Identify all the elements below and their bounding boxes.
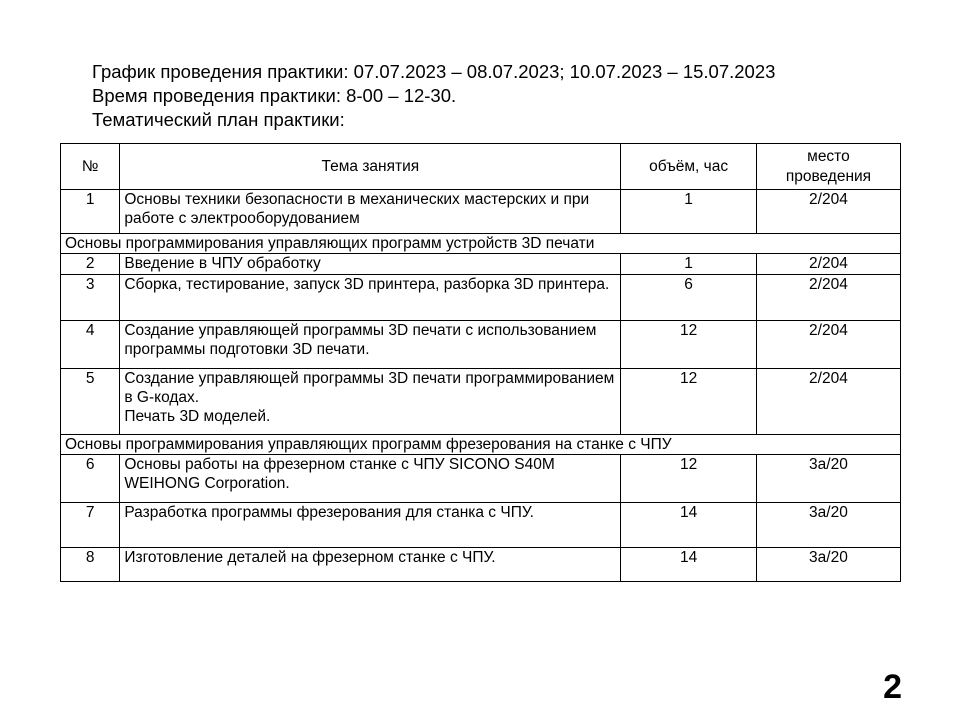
plan-title: Тематический план практики: xyxy=(92,109,345,130)
table-row xyxy=(61,369,901,435)
row-topic: Введение в ЧПУ обработку xyxy=(120,254,621,275)
section-heading: Основы программирования управляющих программ фрезерования на станке с ЧПУ xyxy=(61,435,901,455)
row-number: 8 xyxy=(61,548,120,582)
section-row xyxy=(61,435,901,455)
column-header-number: № xyxy=(61,144,120,190)
row-place: 2/204 xyxy=(756,275,900,321)
row-number: 5 xyxy=(61,369,120,435)
row-topic: Создание управляющей программы 3D печати с использованием программы подготовки 3D печати. xyxy=(120,321,621,369)
row-topic: Изготовление деталей на фрезерном станке с ЧПУ. xyxy=(120,548,621,582)
row-number: 2 xyxy=(61,254,120,275)
section-heading: Основы программирования управляющих программ устройств 3D печати xyxy=(61,234,901,254)
row-topic: Основы работы на фрезерном станке с ЧПУ SICONO S40M WEIHONG Corporation. xyxy=(120,455,621,503)
row-place: 2/204 xyxy=(756,369,900,435)
row-place: 3а/20 xyxy=(756,455,900,503)
row-hours: 14 xyxy=(621,503,757,548)
row-place: 2/204 xyxy=(756,254,900,275)
row-topic: Создание управляющей программы 3D печати программированием в G-кодах. Печать 3D моделей. xyxy=(120,369,621,435)
table-header-row xyxy=(61,144,901,190)
row-number: 6 xyxy=(61,455,120,503)
row-hours: 14 xyxy=(621,548,757,582)
table-row xyxy=(61,190,901,234)
column-header-topic: Тема занятия xyxy=(120,144,621,190)
time-line: Время проведения практики: 8-00 – 12-30. xyxy=(92,85,457,106)
row-place: 3а/20 xyxy=(756,503,900,548)
column-header-hours: объём, час xyxy=(621,144,757,190)
table-row xyxy=(61,321,901,369)
schedule-line: График проведения практики: 07.07.2023 – 08.07.2023; 10.07.2023 – 15.07.2023 xyxy=(92,61,776,82)
row-hours: 12 xyxy=(621,321,757,369)
table-row xyxy=(61,275,901,321)
table-row xyxy=(61,503,901,548)
row-hours: 1 xyxy=(621,190,757,234)
row-place: 2/204 xyxy=(756,190,900,234)
row-number: 3 xyxy=(61,275,120,321)
thematic-plan-table xyxy=(60,143,901,582)
table-row xyxy=(61,548,901,582)
row-topic: Сборка, тестирование, запуск 3D принтера, разборка 3D принтера. xyxy=(120,275,621,321)
document-header xyxy=(92,60,775,132)
row-hours: 6 xyxy=(621,275,757,321)
page-number: 2 xyxy=(883,668,902,706)
table-row xyxy=(61,254,901,275)
row-topic: Разработка программы фрезерования для станка с ЧПУ. xyxy=(120,503,621,548)
row-number: 4 xyxy=(61,321,120,369)
row-number: 7 xyxy=(61,503,120,548)
row-hours: 12 xyxy=(621,455,757,503)
row-place: 3а/20 xyxy=(756,548,900,582)
row-hours: 12 xyxy=(621,369,757,435)
section-row xyxy=(61,234,901,254)
row-topic: Основы техники безопасности в механических мастерских и при работе с электрооборудованием xyxy=(120,190,621,234)
table-row xyxy=(61,455,901,503)
row-number: 1 xyxy=(61,190,120,234)
row-hours: 1 xyxy=(621,254,757,275)
row-place: 2/204 xyxy=(756,321,900,369)
column-header-place: место проведения xyxy=(756,144,900,190)
